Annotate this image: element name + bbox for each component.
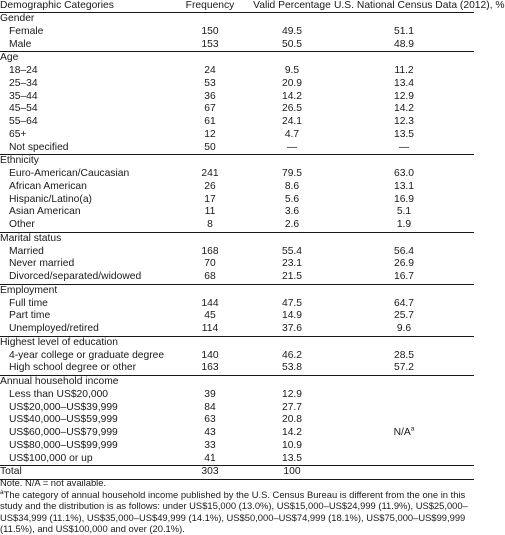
census-cell [334,116,474,129]
census-cell [334,258,474,271]
table-row [0,194,474,207]
row-label: 4-year college or graduate degree [9,349,165,361]
header-category: Demographic Categories [0,0,170,13]
frequency-cell: 12 [204,128,216,140]
census-cell [334,39,474,52]
table-row [0,389,474,402]
frequency-cell: 41 [204,452,216,464]
valid-percentage-cell: 37.6 [281,323,303,334]
valid-percentage-cell: 13.5 [281,452,303,464]
table-row [0,427,474,440]
section-title: Employment [0,284,474,297]
census-value: 51.1 [393,25,415,37]
row-label: Married [9,245,44,257]
section-header-row [0,13,474,26]
census-cell [334,129,474,142]
census-value: 56.4 [393,245,415,257]
census-cell [334,362,474,375]
header-frequency: Frequency [170,0,250,13]
table-row [0,453,474,466]
header-census: U.S. National Census Data (2012), % [334,0,505,11]
row-label: African American [9,180,87,192]
section-header-row [0,232,474,245]
frequency-cell: 61 [204,116,216,127]
valid-percentage-cell: 14.2 [281,427,303,438]
row-label: Asian American [9,206,81,218]
row-label: Divorced/separated/widowed [9,271,142,282]
row-label: Euro-American/Caucasian [9,168,130,179]
row-label: Female [9,25,44,37]
section-header-row [0,284,474,297]
table-row [0,323,474,336]
section-title: Marital status [0,232,474,245]
census-value: 12.9 [393,90,415,102]
frequency-cell: 153 [201,38,219,50]
total-label: Total [0,466,170,480]
table-row [0,271,474,284]
section-title: Annual household income [0,376,474,389]
census-value: 11.2 [394,65,414,76]
section-header-row [0,155,474,168]
table-row [0,65,474,78]
row-label: Less than US$20,000 [9,388,109,400]
census-value: 13.1 [393,180,415,192]
valid-percentage-cell: 3.6 [284,206,300,218]
row-label: 25–34 [9,77,38,89]
footnote-text: The category of annual household income published by the U.S. Census Bureau is different from the one in this study and the distribution is as follows: under US$15,000 (13.0%), US$15,000–US$24,999 (11.9%), US$25,000–US$34,999 (11.1%), US$35,000–US$49,999 (14.1%), US$50,000–US$74,999 (18.1%), US$75,000–US$99,999 (11.5%), and US$100,000 and over (20.1%). [0,488,468,534]
table-row [0,206,474,219]
row-label: Part time [9,310,51,322]
frequency-cell: 36 [204,90,216,102]
census-value: 13.4 [393,77,415,89]
census-value: 26.9 [393,258,415,270]
row-label: Unemployed/retired [9,323,99,334]
frequency-cell: 53 [204,77,216,89]
census-cell [334,91,474,104]
census-cell [334,246,474,259]
table-row [0,142,474,155]
census-cell [334,65,474,78]
table-body [0,13,474,480]
row-label: US$80,000–US$99,999 [9,439,118,451]
census-value: 48.9 [393,38,415,50]
census-cell [334,26,474,39]
census-cell [334,310,474,323]
row-label: Hispanic/Latino(a) [9,193,92,205]
census-value: 64.7 [393,297,415,309]
valid-percentage-cell: 10.9 [281,439,303,451]
frequency-cell: 84 [204,401,216,413]
census-cell [334,219,474,232]
row-label: High school degree or other [9,362,137,374]
table-row [0,91,474,104]
valid-percentage-cell: 4.7 [284,128,300,140]
row-label: 45–54 [9,103,38,115]
total-percentage: 100 [250,466,334,480]
section-title: Gender [0,13,474,26]
valid-percentage-cell: 5.6 [284,193,300,205]
table-row [0,219,474,232]
table-row [0,103,474,116]
census-value: 28.5 [393,349,415,361]
census-value: N/A [393,427,411,438]
frequency-cell: 70 [204,258,216,270]
census-cell [334,168,474,181]
census-value: 1.9 [396,219,412,230]
section-header-row [0,52,474,65]
census-cell [334,323,474,336]
row-label: Not specified [9,141,69,153]
frequency-cell: 17 [204,193,216,205]
census-cell [334,298,474,311]
frequency-cell: 63 [204,414,216,426]
valid-percentage-cell: 49.5 [281,25,303,37]
table-row [0,298,474,311]
valid-percentage-cell: 55.4 [281,245,303,257]
frequency-cell: 43 [204,427,216,438]
valid-percentage-cell: 8.6 [284,180,300,192]
frequency-cell: 67 [204,103,216,115]
header-valid-percentage: Valid Percentage [250,0,334,13]
frequency-cell: 114 [201,323,219,334]
row-label: 55–64 [9,116,38,127]
census-value: 57.2 [393,362,415,374]
table-row [0,116,474,129]
table-row [0,440,474,453]
census-cell [334,453,474,466]
census-cell [334,427,474,440]
table-row [0,26,474,39]
row-label: US$20,000–US$39,999 [9,401,118,413]
valid-percentage-cell: 12.9 [281,388,303,400]
census-cell [334,402,474,415]
frequency-cell: 39 [204,388,216,400]
valid-percentage-cell: 24.1 [281,116,303,127]
row-label: US$60,000–US$79,999 [9,427,118,438]
census-value: 9.6 [396,323,412,334]
valid-percentage-cell: 2.6 [284,219,300,230]
census-value: 5.1 [396,206,412,218]
row-label: Never married [9,258,75,270]
table-row [0,402,474,415]
census-footnote-marker: a [410,425,415,433]
row-label: Male [9,38,32,50]
census-cell [334,181,474,194]
valid-percentage-cell: 79.5 [281,168,303,179]
valid-percentage-cell: 20.8 [281,414,303,426]
census-value: 63.0 [393,168,415,179]
valid-percentage-cell: 26.5 [281,103,303,115]
frequency-cell: 8 [207,219,213,230]
census-value: 25.7 [393,310,415,322]
frequency-cell: 140 [201,349,219,361]
valid-percentage-cell: 50.5 [281,38,303,50]
valid-percentage-cell: 23.1 [281,258,303,270]
section-header-row [0,376,474,389]
census-cell [334,440,474,453]
valid-percentage-cell: 27.7 [281,401,303,413]
table-row [0,39,474,52]
census-value: 16.7 [393,271,415,282]
table-row [0,350,474,363]
frequency-cell: 11 [204,206,216,218]
census-value: 12.3 [393,116,415,127]
valid-percentage-cell: 46.2 [281,349,303,361]
frequency-cell: 24 [204,65,216,76]
table-row [0,310,474,323]
row-label: 35–44 [9,90,38,102]
row-label: 18–24 [9,65,38,76]
row-label: Full time [9,297,48,309]
census-cell [334,78,474,91]
census-cell [334,414,474,427]
valid-percentage-cell: 9.5 [284,65,300,76]
frequency-cell: 144 [201,297,219,309]
census-value: 13.5 [393,128,415,140]
section-title: Highest level of education [0,336,474,349]
footnote-a [0,489,474,535]
frequency-cell: 163 [201,362,219,374]
census-cell [334,194,474,207]
row-label: US$100,000 or up [9,452,93,464]
valid-percentage-cell: 20.9 [281,77,303,89]
table-row [0,168,474,181]
census-cell [334,103,474,116]
table-row [0,362,474,375]
census-cell [334,206,474,219]
census-value: 14.2 [393,103,415,115]
table-row [0,246,474,259]
frequency-cell: 26 [204,180,216,192]
table-row [0,258,474,271]
table-row [0,414,474,427]
frequency-cell: 50 [204,141,216,153]
total-frequency: 303 [170,466,250,480]
valid-percentage-cell: 14.9 [281,310,303,322]
census-cell [334,142,474,155]
section-header-row [0,336,474,349]
row-label: US$40,000–US$59,999 [9,414,118,426]
header-row [0,0,474,13]
census-cell [334,271,474,284]
row-label: 65+ [9,128,27,140]
section-title: Age [0,52,474,65]
table-row [0,129,474,142]
section-title: Ethnicity [0,155,474,168]
frequency-cell: 241 [201,168,219,179]
frequency-cell: 68 [204,271,216,282]
census-cell [334,389,474,402]
valid-percentage-cell: 47.5 [281,297,303,309]
table-row [0,181,474,194]
census-cell [334,350,474,363]
census-value: — [398,141,410,153]
note-na: Note. N/A = not available. [0,477,107,488]
valid-percentage-cell: — [286,141,298,153]
frequency-cell: 168 [201,245,219,257]
table-row [0,78,474,91]
valid-percentage-cell: 21.5 [281,271,303,282]
census-value: 16.9 [393,193,415,205]
valid-percentage-cell: 14.2 [281,90,303,102]
valid-percentage-cell: 53.8 [281,362,303,374]
table-notes [0,477,474,535]
frequency-cell: 45 [204,310,216,322]
frequency-cell: 33 [204,439,216,451]
frequency-cell: 150 [201,25,219,37]
row-label: Other [9,219,35,230]
footnote-marker: a [0,488,4,496]
